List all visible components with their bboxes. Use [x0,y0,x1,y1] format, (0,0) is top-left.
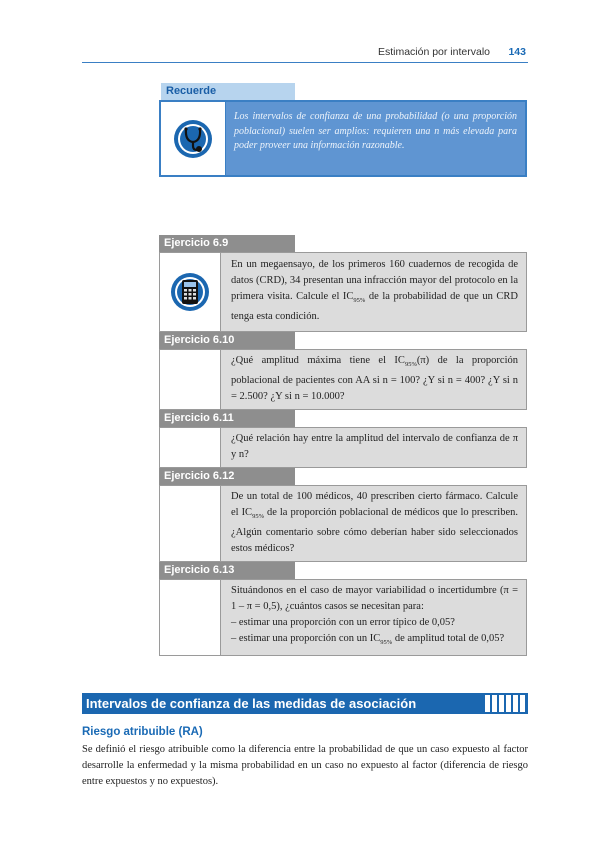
exercise-text: ¿Qué relación hay entre la amplitud del intervalo de confianza de π y n? [231,433,518,461]
recuerde-box [159,100,527,177]
exercise-label: Ejercicio 6.9 [159,235,295,252]
subsection-title: Riesgo atribuible (RA) [82,726,203,738]
recuerde-label: Recuerde [161,83,295,100]
exercise-6-12 [159,485,527,562]
stethoscope-icon [173,119,213,159]
exercise-6-10 [159,349,527,410]
running-header [82,46,528,63]
body-paragraph: Se definió el riesgo atribuible como la diferencia entre la probabilidad de que un caso expuesto al factor desarrolle la enfermedad y la misma probabilidad en un caso no expuesto al factor (diferencia de riesgo entre expuestos y no expuestos). [82,744,528,787]
exercise-label: Ejercicio 6.11 [159,410,295,427]
exercise-text: Situándonos en el caso de mayor variabilidad o incertidumbre (π = 1 – π = 0,5), ¿cuántos casos se necesitan para: – estimar una proporción con un error típico de 0,05? – estimar una proporción con un $IC_{95\%}$ de amplitud total de 0,05? [231,585,518,647]
header-title: Estimación por intervalo [377,46,490,58]
section-title: Intervalos de confianza de las medidas de asociación [86,696,417,711]
exercise-label: Ejercicio 6.12 [159,468,295,485]
recuerde-text: Los intervalos de confianza de una probabilidad (o una proporción poblacional) suelen ser amplios: requieren una n más elevada para poder proveer una información razonable. [226,102,525,175]
exercise-text: De un total de 100 médicos, 40 prescriben cierto fármaco. Calcule el $IC_{95\%}$ de la proporción poblacional de médicos que lo prescriben. ¿Algún comentario sobre cómo deberían haber sido seleccionados estos médicos? [231,491,519,555]
exercise-label: Ejercicio 6.10 [159,332,295,349]
exercise-label: Ejercicio 6.13 [159,562,295,579]
section-heading [82,693,528,714]
exercise-text: ¿Qué amplitud máxima tiene el $IC_{95\%}(\pi)$ de la proporción poblacional de pacientes con AA si n = 100? ¿Y si n = 400? ¿Y si n = 2.500? ¿Y si n = 10.000? [231,355,518,403]
exercise-6-11 [159,427,527,468]
exercise-6-9 [159,252,527,332]
exercise-6-13 [159,579,527,656]
calculator-icon [170,272,210,312]
section-decoration [485,695,525,712]
exercises [159,235,527,656]
page-number: 143 [508,46,526,58]
exercise-text: En un megaensayo, de los primeros 160 cuadernos de recogida de datos (CRD), 34 presentan una infracción mayor del protocolo en la primera visita. Calcule el $IC_{95\%}$ de la probabilidad de que un CRD tenga esta condición. [231,259,518,323]
